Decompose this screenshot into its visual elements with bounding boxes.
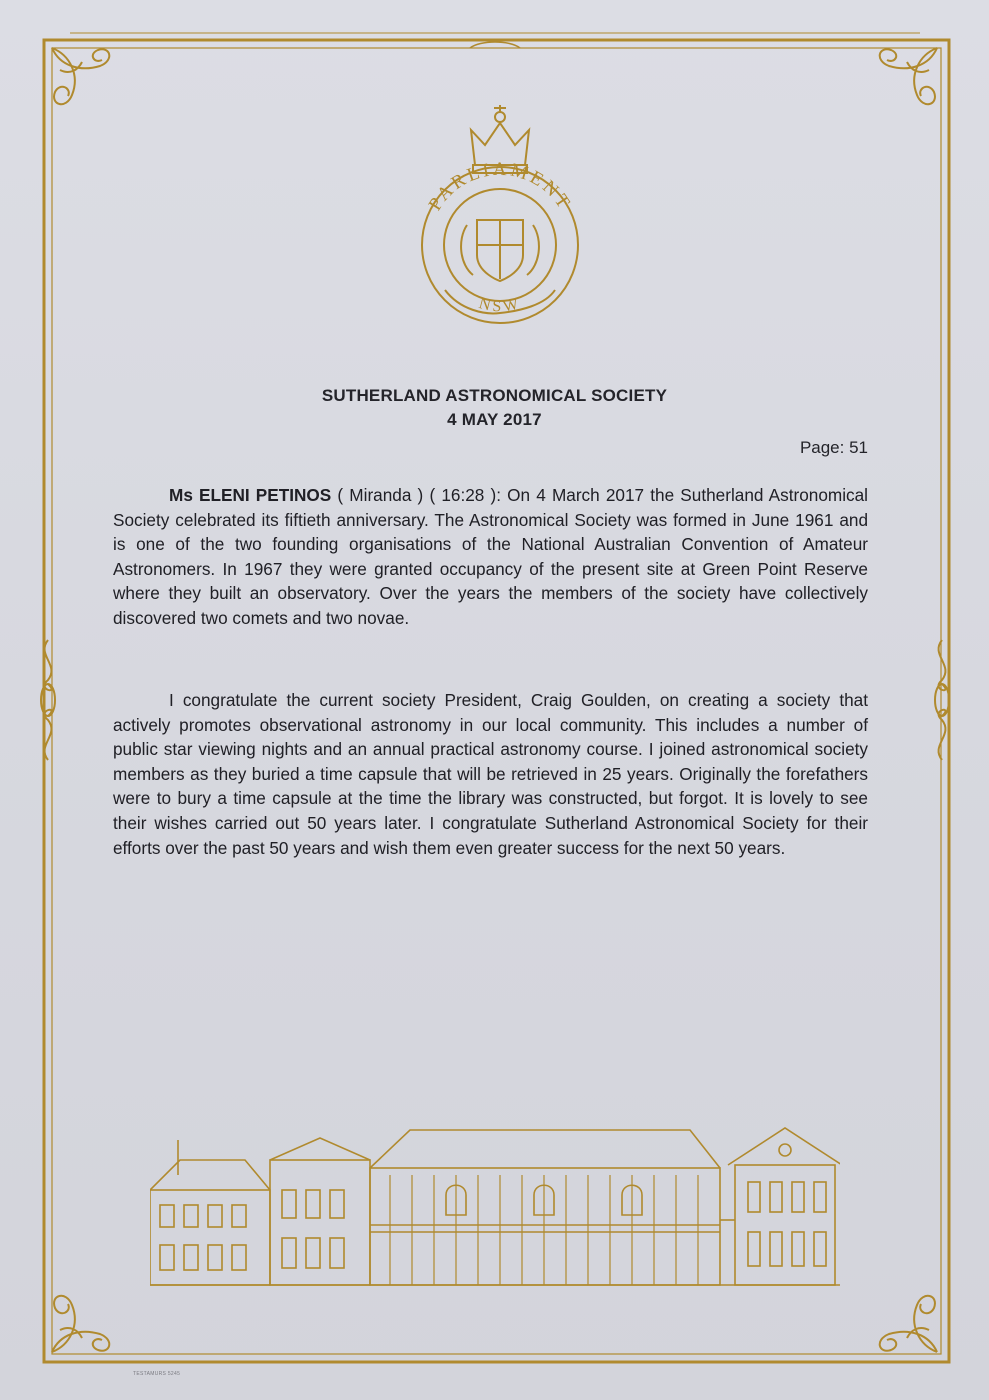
svg-text:PARLIAMENT <box>425 159 576 215</box>
document-title: SUTHERLAND ASTRONOMICAL SOCIETY <box>321 386 668 405</box>
side-ornament-right <box>935 640 949 760</box>
corner-ornament-bottom-right <box>880 1296 937 1352</box>
parliament-crest-icon <box>405 95 595 345</box>
document-date: 4 MAY 2017 <box>447 410 542 429</box>
svg-text:NSW <box>477 295 523 316</box>
corner-ornament-top-left <box>52 48 109 104</box>
crest-lower-text: NSW <box>477 294 523 316</box>
top-center-ornament <box>470 42 520 48</box>
page-number: Page: 51 <box>799 438 868 457</box>
crest-upper-text: PARLIAMENT <box>424 158 576 215</box>
paragraph-1-text: ( Miranda ) ( 16:28 ): On 4 March 2017 the Sutherland Astronomical Society celebrated its fiftieth anniversary. The Astronomical Society was formed in June 1961 and is one of the two founding organisations of the National Australian Convention of Amateur Astronomers. In 1967 they were granted occupancy of the present site at Green Point Reserve where they built an observatory. Over the years the members of the society have collectively discovered two comets and two novae. <box>113 485 868 628</box>
paragraph-2: I congratulate the current society President, Craig Goulden, on creating a society that actively promotes observational astronomy in our local community. This includes a number of public star viewing nights and an annual practical astronomy course. I joined astronomical society members as they buried a time capsule that will be retrieved in 25 years. Originally the forefathers were to bury a time capsule at the time the library was constructed, but forgot. It is lovely to see their wishes carried out 50 years later. I congratulate Sutherland Astronomical Society for their efforts over the past 50 years and wish them even greater success for the next 50 years. <box>113 690 868 858</box>
corner-ornament-top-right <box>880 48 937 104</box>
printer-imprint: TESTAMURS 5245 <box>133 1371 181 1377</box>
paragraph-1 <box>113 483 868 631</box>
speaker-name: Ms ELENI PETINOS <box>169 485 332 505</box>
corner-ornament-bottom-left <box>52 1296 109 1352</box>
parliament-house-illustration <box>150 1120 840 1290</box>
